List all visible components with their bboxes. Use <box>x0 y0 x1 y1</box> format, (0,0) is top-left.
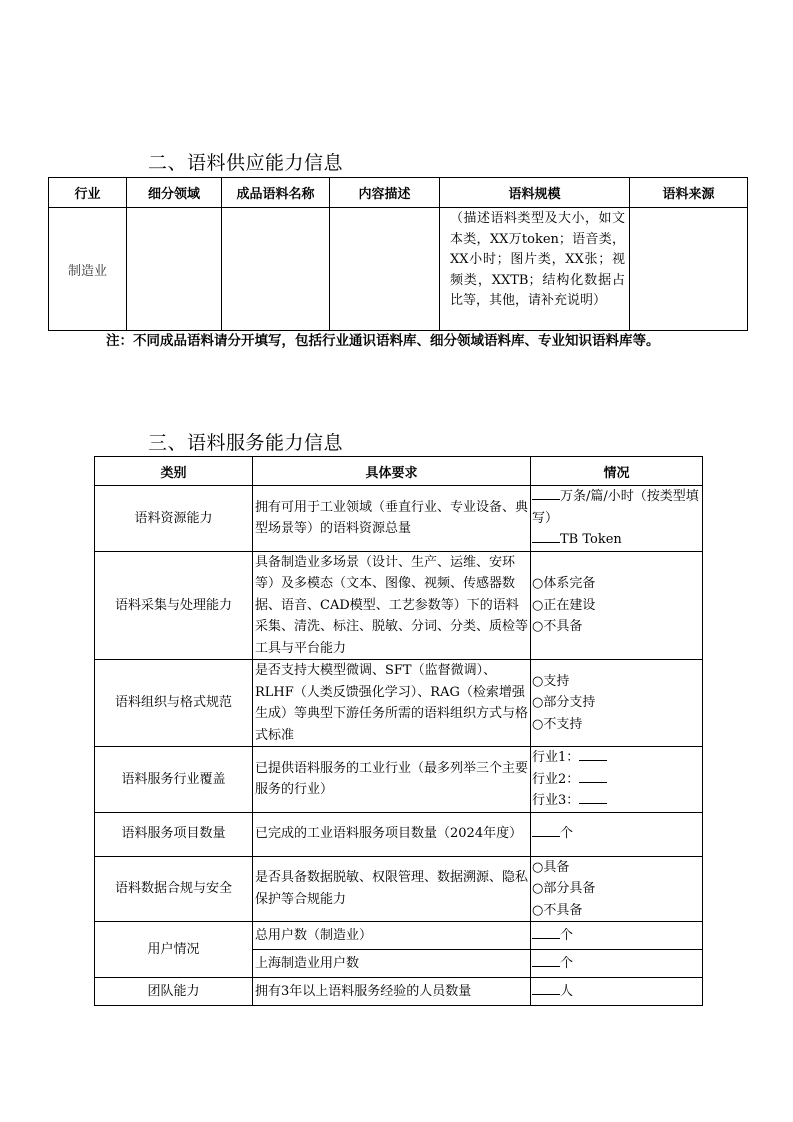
category-cell: 语料组织与格式规范 <box>95 660 253 747</box>
header-scale: 语料规模 <box>440 178 630 208</box>
status-cell[interactable] <box>531 551 703 660</box>
section3-heading: 三、语料服务能力信息 <box>148 432 344 454</box>
radio-option[interactable]: ○体系完备 <box>532 576 596 591</box>
radio-option[interactable]: ○支持 <box>532 673 570 689</box>
note-text: 注：不同成品语料请分开填写，包括行业通识语料库、细分领域语料库、专业知识语料库等。 <box>106 333 660 349</box>
radio-option[interactable]: ○不具备 <box>532 619 583 634</box>
blank-line[interactable] <box>579 782 607 783</box>
status-cell[interactable]: 万条/篇/小时（按类型填写） TB Token <box>531 486 703 552</box>
radio-option[interactable]: ○不支持 <box>532 716 583 732</box>
header-subfield: 细分领域 <box>127 178 222 208</box>
header-category: 类别 <box>95 457 253 486</box>
header-description: 内容描述 <box>330 178 440 208</box>
status-cell[interactable]: 个 <box>531 812 703 856</box>
blank-line[interactable] <box>579 760 607 761</box>
requirement-cell: 已完成的工业语料服务项目数量（2024年度） <box>253 812 531 856</box>
blank-line[interactable] <box>532 836 560 837</box>
blank-line[interactable] <box>532 938 560 939</box>
status-cell[interactable]: 行业1： 行业2： 行业3： <box>531 747 703 813</box>
table-row <box>49 208 748 331</box>
category-cell: 团队能力 <box>95 978 253 1006</box>
requirement-cell: 上海制造业用户数 <box>253 950 531 978</box>
status-cell[interactable]: 个 <box>531 922 703 950</box>
requirement-cell: 拥有可用于工业领域（垂直行业、专业设备、典型场景等）的语料资源总量 <box>253 486 531 552</box>
scale-cell[interactable]: （描述语料类型及大小，如文本类，XX万token；语音类，XX小时；图片类，XX张；视频类，XXTB；结构化数据占比等，其他，请补充说明） <box>440 208 630 331</box>
table-header-row <box>49 178 748 208</box>
table-row <box>95 978 703 1006</box>
source-cell[interactable] <box>630 208 748 331</box>
header-requirement: 具体要求 <box>253 457 531 486</box>
requirement-cell: 已提供语料服务的工业行业（最多列举三个主要服务的行业） <box>253 747 531 813</box>
radio-option[interactable]: ○不具备 <box>532 902 583 918</box>
category-cell: 语料服务行业覆盖 <box>95 747 253 813</box>
radio-option[interactable]: ○部分支持 <box>532 695 596 711</box>
requirement-cell: 是否支持大模型微调、SFT（监督微调）、RLHF（人类反馈强化学习）、RAG（检索增强生成）等典型下游任务所需的语料组织方式与格式标准 <box>253 660 531 747</box>
table-row <box>95 812 703 856</box>
corpus-service-table <box>94 456 703 1006</box>
category-cell: 语料采集与处理能力 <box>95 551 253 660</box>
requirement-cell: 是否具备数据脱敏、权限管理、数据溯源、隐私保护等合规能力 <box>253 856 531 922</box>
table-row <box>95 747 703 813</box>
category-cell: 语料数据合规与安全 <box>95 856 253 922</box>
section2-heading: 二、语料供应能力信息 <box>148 152 344 174</box>
radio-option[interactable]: ○具备 <box>532 859 570 875</box>
blank-line[interactable] <box>532 994 560 995</box>
status-cell[interactable] <box>531 856 703 922</box>
subfield-cell[interactable] <box>127 208 222 331</box>
status-cell[interactable]: 个 <box>531 950 703 978</box>
blank-line[interactable] <box>532 966 560 967</box>
table-header-row <box>95 457 703 486</box>
requirement-cell: 具备制造业多场景（设计、生产、运维、安环等）及多模态（文本、图像、视频、传感器数据、语音、CAD模型、工艺参数等）下的语料采集、清洗、标注、脱敏、分词、分类、质检等工具与平台能力 <box>253 551 531 660</box>
table-row <box>95 922 703 950</box>
table-row <box>95 551 703 660</box>
corpus-supply-table <box>48 177 748 331</box>
requirement-cell: 拥有3年以上语料服务经验的人员数量 <box>253 978 531 1006</box>
table-row <box>95 660 703 747</box>
header-industry: 行业 <box>49 178 127 208</box>
blank-line[interactable] <box>532 499 560 500</box>
status-cell[interactable] <box>531 660 703 747</box>
blank-line[interactable] <box>532 542 560 543</box>
corpus-name-cell[interactable] <box>222 208 330 331</box>
requirement-cell: 总用户数（制造业） <box>253 922 531 950</box>
header-source: 语料来源 <box>630 178 748 208</box>
industry-cell: 制造业 <box>49 208 127 331</box>
header-status: 情况 <box>531 457 703 486</box>
header-corpus-name: 成品语料名称 <box>222 178 330 208</box>
table-row <box>95 856 703 922</box>
radio-option[interactable]: ○部分具备 <box>532 881 596 896</box>
category-cell: 语料服务项目数量 <box>95 812 253 856</box>
blank-line[interactable] <box>579 803 607 804</box>
category-cell: 用户情况 <box>95 922 253 978</box>
radio-option[interactable]: ○正在建设 <box>532 597 596 613</box>
table-row <box>95 486 703 552</box>
status-cell[interactable]: 人 <box>531 978 703 1006</box>
category-cell: 语料资源能力 <box>95 486 253 552</box>
description-cell[interactable] <box>330 208 440 331</box>
